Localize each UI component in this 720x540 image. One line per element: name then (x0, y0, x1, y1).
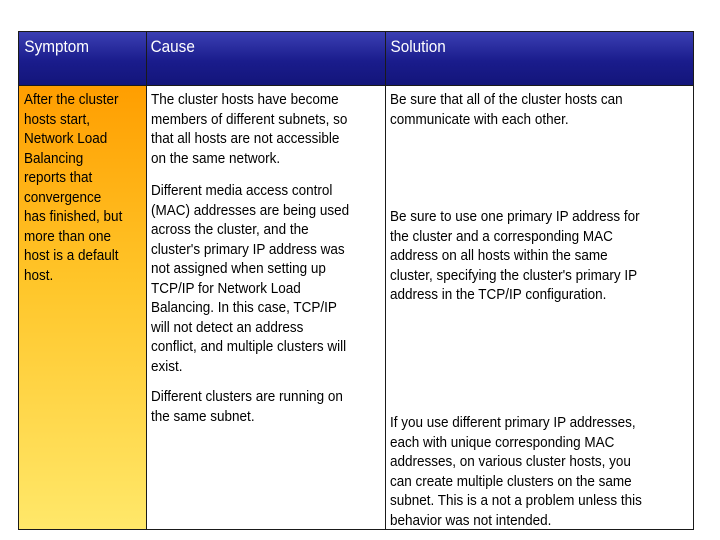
solution-text-1: Be sure that all of the cluster hosts can communicate with each other. (390, 91, 623, 128)
column-divider (146, 32, 147, 529)
header-cause: Cause (150, 37, 195, 56)
troubleshooting-table (18, 31, 694, 530)
symptom-text: After the cluster hosts start, Network Load Balancing reports that convergence has finished, but more than one host is a default host. (24, 91, 123, 284)
solution-text-3: If you use different primary IP addresses, each with unique corresponding MAC addresses, on various cluster hosts, you can create multiple clusters on the same subnet. This is a not a problem unless this behavior was not intended. (390, 414, 642, 529)
cause-text-3: Different clusters are running on the same subnet. (151, 388, 343, 425)
solution-text-2: Be sure to use one primary IP address for the cluster and a corresponding MAC address on all hosts within the same cluster, specifying the cluster's primary IP address in the TCP/IP configuration. (390, 208, 640, 303)
header-symptom: Symptom (24, 37, 90, 56)
cause-text-2: Different media access control (MAC) addresses are being used across the cluster, and the cluster's primary IP address was not assigned when setting up TCP/IP for Network Load Balancing. In this case, TCP/IP will not detect an address conflict, and multiple clusters will exist. (151, 182, 350, 375)
table-header (19, 32, 693, 86)
cause-text-1: The cluster hosts have become members of different subnets, so that all hosts are not accessible on the same network. (151, 91, 348, 167)
header-solution: Solution (390, 37, 446, 56)
column-divider (385, 32, 386, 529)
